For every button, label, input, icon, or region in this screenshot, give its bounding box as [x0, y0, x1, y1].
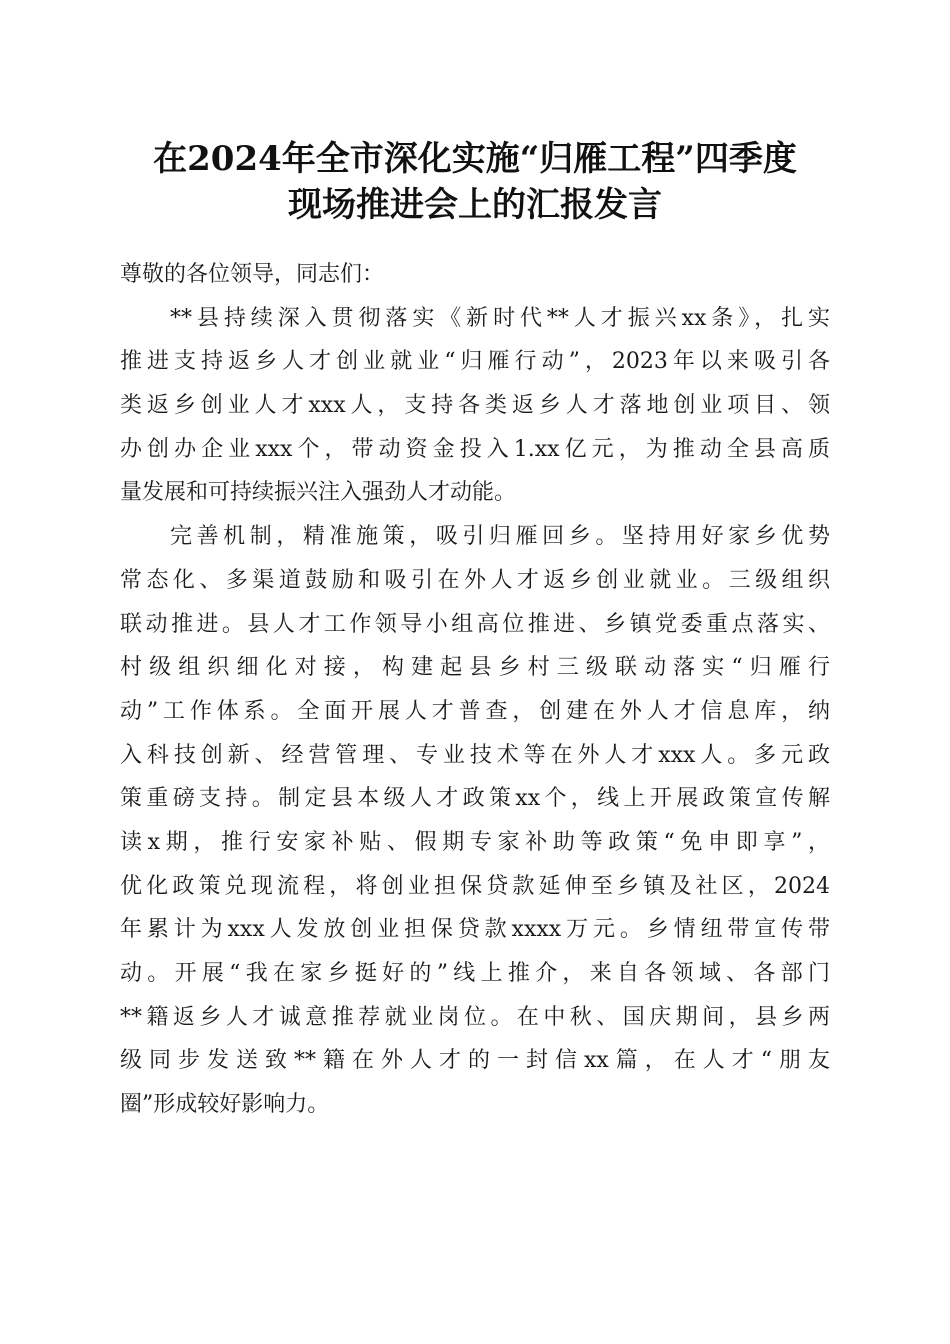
paragraph-line: 类返乡创业人才xxx人，支持各类返乡人才落地创业项目、领 — [120, 393, 830, 419]
title-line-1: 在2024年全市深化实施“归雁工程”四季度 — [153, 139, 797, 179]
paragraph-line: 动”工作体系。全面开展人才普查，创建在外人才信息库，纳 — [120, 698, 830, 724]
document-body — [120, 253, 830, 1127]
paragraph-1 — [120, 297, 830, 515]
paragraph-line: 策重磅支持。制定县本级人才政策xx个，线上开展政策宣传解 — [120, 786, 830, 812]
paragraph-line: 优化政策兑现流程，将创业担保贷款延伸至乡镇及社区，2024 — [120, 873, 830, 899]
paragraph-line: 完善机制，精准施策，吸引归雁回乡。坚持用好家乡优势 — [170, 524, 830, 550]
paragraph-line: 村级组织细化对接，构建起县乡村三级联动落实“归雁行 — [120, 655, 830, 681]
document-title — [100, 136, 850, 228]
paragraph-line: 读x期，推行安家补贴、假期专家补助等政策“免申即享”， — [120, 829, 830, 855]
paragraph-line: 量发展和可持续振兴注入强劲人才动能。 — [120, 480, 517, 506]
paragraph-line: 入科技创新、经营管理、专业技术等在外人才xxx人。多元政 — [120, 742, 830, 768]
salutation: 尊敬的各位领导，同志们： — [120, 262, 385, 287]
paragraph-line: 联动推进。县人才工作领导小组高位推进、乡镇党委重点落实、 — [120, 611, 830, 637]
title-line-2: 现场推进会上的汇报发言 — [288, 185, 662, 225]
paragraph-line: **县持续深入贯彻落实《新时代**人才振兴xx条》，扎实 — [170, 305, 830, 331]
paragraph-line: 年累计为xxx人发放创业担保贷款xxxx万元。乡情纽带宣传带 — [120, 917, 830, 943]
paragraph-line: 常态化、多渠道鼓励和吸引在外人才返乡创业就业。三级组织 — [120, 567, 830, 593]
paragraph-line: 办创办企业xxx个，带动资金投入1.xx亿元，为推动全县高质 — [120, 436, 830, 462]
paragraph-line: 级同步发送致**籍在外人才的一封信xx篇，在人才“朋友 — [120, 1048, 830, 1074]
paragraph-line: 动。开展“我在家乡挺好的”线上推介，来自各领域、各部门 — [120, 961, 830, 986]
paragraph-line: **籍返乡人才诚意推荐就业岗位。在中秋、国庆期间，县乡两 — [120, 1004, 830, 1030]
paragraph-line: 圈”形成较好影响力。 — [120, 1092, 330, 1118]
paragraph-line: 推进支持返乡人才创业就业“归雁行动”，2023年以来吸引各 — [120, 349, 830, 375]
paragraph-2 — [120, 515, 830, 1127]
